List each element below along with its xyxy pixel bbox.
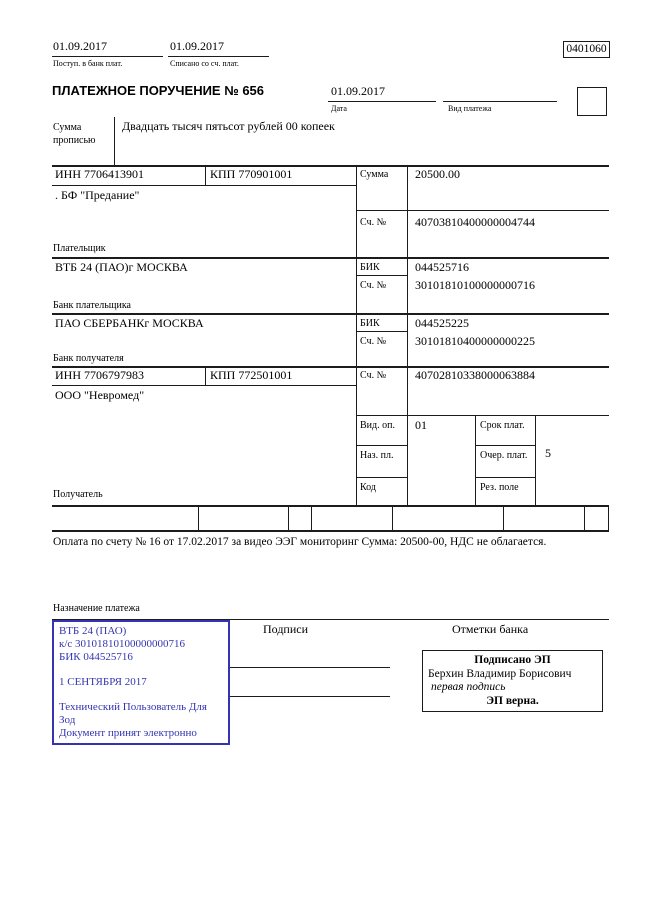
table-line (475, 445, 536, 446)
payment-order-label: Очер. плат. (480, 450, 528, 461)
table-line (311, 506, 312, 530)
debited-date-value: 01.09.2017 (170, 39, 224, 53)
stamp-date: 1 СЕНТЯБРЯ 2017 (59, 676, 147, 688)
table-line (407, 165, 408, 506)
received-date-label: Поступ. в банк плат. (53, 59, 123, 68)
beneficiary-bank-account-label: Сч. № (360, 336, 387, 347)
payment-type-label: Вид платежа (448, 104, 492, 113)
beneficiary-name: ООО "Невромед" (55, 388, 145, 402)
code-label: Код (360, 482, 376, 493)
table-line (584, 506, 585, 530)
table-line (475, 415, 476, 506)
amount-words-label-2: прописью (53, 135, 96, 146)
document-date-value: 01.09.2017 (331, 84, 385, 98)
beneficiary-bank-section-label: Банк получателя (53, 353, 124, 364)
debited-date-underline (168, 56, 269, 57)
beneficiary-section-label: Получатель (53, 489, 103, 500)
table-line (392, 506, 393, 530)
received-date-underline (52, 56, 163, 57)
table-line (52, 313, 609, 315)
date-underline (328, 101, 436, 102)
payment-purpose-code-label: Наз. пл. (360, 450, 394, 461)
received-date-value: 01.09.2017 (53, 39, 107, 53)
table-line (205, 165, 206, 186)
table-line (52, 257, 609, 259)
stamp-bank-name: ВТБ 24 (ПАО) (59, 625, 127, 637)
signed-ep-label: Подписано ЭП (474, 654, 551, 666)
table-line (205, 366, 206, 386)
table-line (356, 275, 408, 276)
payer-kpp: КПП 770901001 (210, 167, 293, 181)
bank-marks-box (422, 650, 603, 712)
table-line (52, 505, 609, 507)
signature-kind: первая подпись (431, 681, 506, 693)
operation-type-value: 01 (415, 418, 427, 432)
amount-words-label-1: Сумма (53, 122, 82, 133)
operation-type-label: Вид. оп. (360, 420, 395, 431)
ep-valid-label: ЭП верна. (486, 694, 539, 707)
form-code: 0401060 (566, 43, 607, 55)
signer-name: Берхин Владимир Борисович (428, 667, 572, 680)
table-line (356, 477, 408, 478)
bank-electronic-stamp (52, 620, 230, 745)
payer-section-label: Плательщик (53, 243, 106, 254)
reserve-field-label: Рез. поле (480, 482, 519, 493)
table-line (198, 506, 199, 530)
payer-bank-bik-label: БИК (360, 262, 380, 273)
signatures-title: Подписи (263, 622, 309, 636)
table-line (356, 331, 408, 332)
debited-date-label: Списано со сч. плат. (170, 59, 239, 68)
table-line (475, 477, 536, 478)
table-line (356, 415, 609, 416)
bank-marks-title: Отметки банка (452, 622, 529, 636)
date-label: Дата (331, 104, 347, 113)
payer-name: . БФ "Предание" (55, 188, 140, 202)
payment-purpose-text: Оплата по счету № 16 от 17.02.2017 за видео ЭЭГ мониторинг Сумма: 20500-00, НДС не облагается. (53, 536, 547, 548)
signature-line-2 (230, 696, 390, 697)
payment-type-box (577, 87, 607, 116)
beneficiary-inn: ИНН 7706797983 (55, 368, 144, 382)
payer-inn: ИНН 7706413901 (55, 167, 144, 181)
payer-account-label: Сч. № (360, 217, 387, 228)
payer-account: 40703810400000004744 (415, 215, 535, 229)
payment-type-underline (443, 101, 557, 102)
table-line (356, 165, 357, 506)
beneficiary-account-label: Сч. № (360, 370, 387, 381)
sum-label: Сумма (360, 169, 389, 180)
payer-bank-section-label: Банк плательщика (53, 300, 131, 311)
form-code-box (563, 41, 610, 58)
beneficiary-bank-bik: 044525225 (415, 316, 469, 330)
amount-words-divider (114, 117, 115, 165)
table-line (356, 445, 408, 446)
table-line (52, 185, 356, 186)
beneficiary-kpp: КПП 772501001 (210, 368, 293, 382)
stamp-corr-account: к/с 30101810100000000716 (59, 638, 186, 650)
payer-bank-name: ВТБ 24 (ПАО)г МОСКВА (55, 260, 188, 274)
stamp-user-line-1: Технический Пользователь Для (59, 701, 207, 713)
beneficiary-bank-name: ПАО СБЕРБАНКг МОСКВА (55, 316, 204, 330)
payer-bank-bik: 044525716 (415, 260, 469, 274)
table-line (52, 530, 609, 532)
beneficiary-bank-bik-label: БИК (360, 318, 380, 329)
table-line (288, 506, 289, 530)
payment-order-value: 5 (545, 446, 551, 460)
payer-bank-account-label: Сч. № (360, 280, 387, 291)
sum-value: 20500.00 (415, 167, 460, 181)
beneficiary-account: 40702810338000063884 (415, 368, 535, 382)
table-line (52, 385, 356, 386)
payment-term-label: Срок плат. (480, 420, 525, 431)
table-line (535, 415, 536, 506)
document-title: ПЛАТЕЖНОЕ ПОРУЧЕНИЕ № 656 (52, 83, 265, 98)
table-line (356, 210, 609, 211)
stamp-bik: БИК 044525716 (59, 651, 133, 663)
stamp-accepted-note: Документ принят электронно (59, 727, 197, 739)
table-line (608, 506, 609, 530)
payer-bank-account: 30101810100000000716 (415, 278, 535, 292)
signature-line-1 (230, 667, 390, 668)
amount-words-value: Двадцать тысяч пятьсот рублей 00 копеек (122, 119, 335, 133)
payment-purpose-label: Назначение платежа (53, 603, 140, 614)
beneficiary-bank-account: 30101810400000000225 (415, 334, 535, 348)
table-line (503, 506, 504, 530)
stamp-user-line-2: Зод (59, 714, 76, 726)
